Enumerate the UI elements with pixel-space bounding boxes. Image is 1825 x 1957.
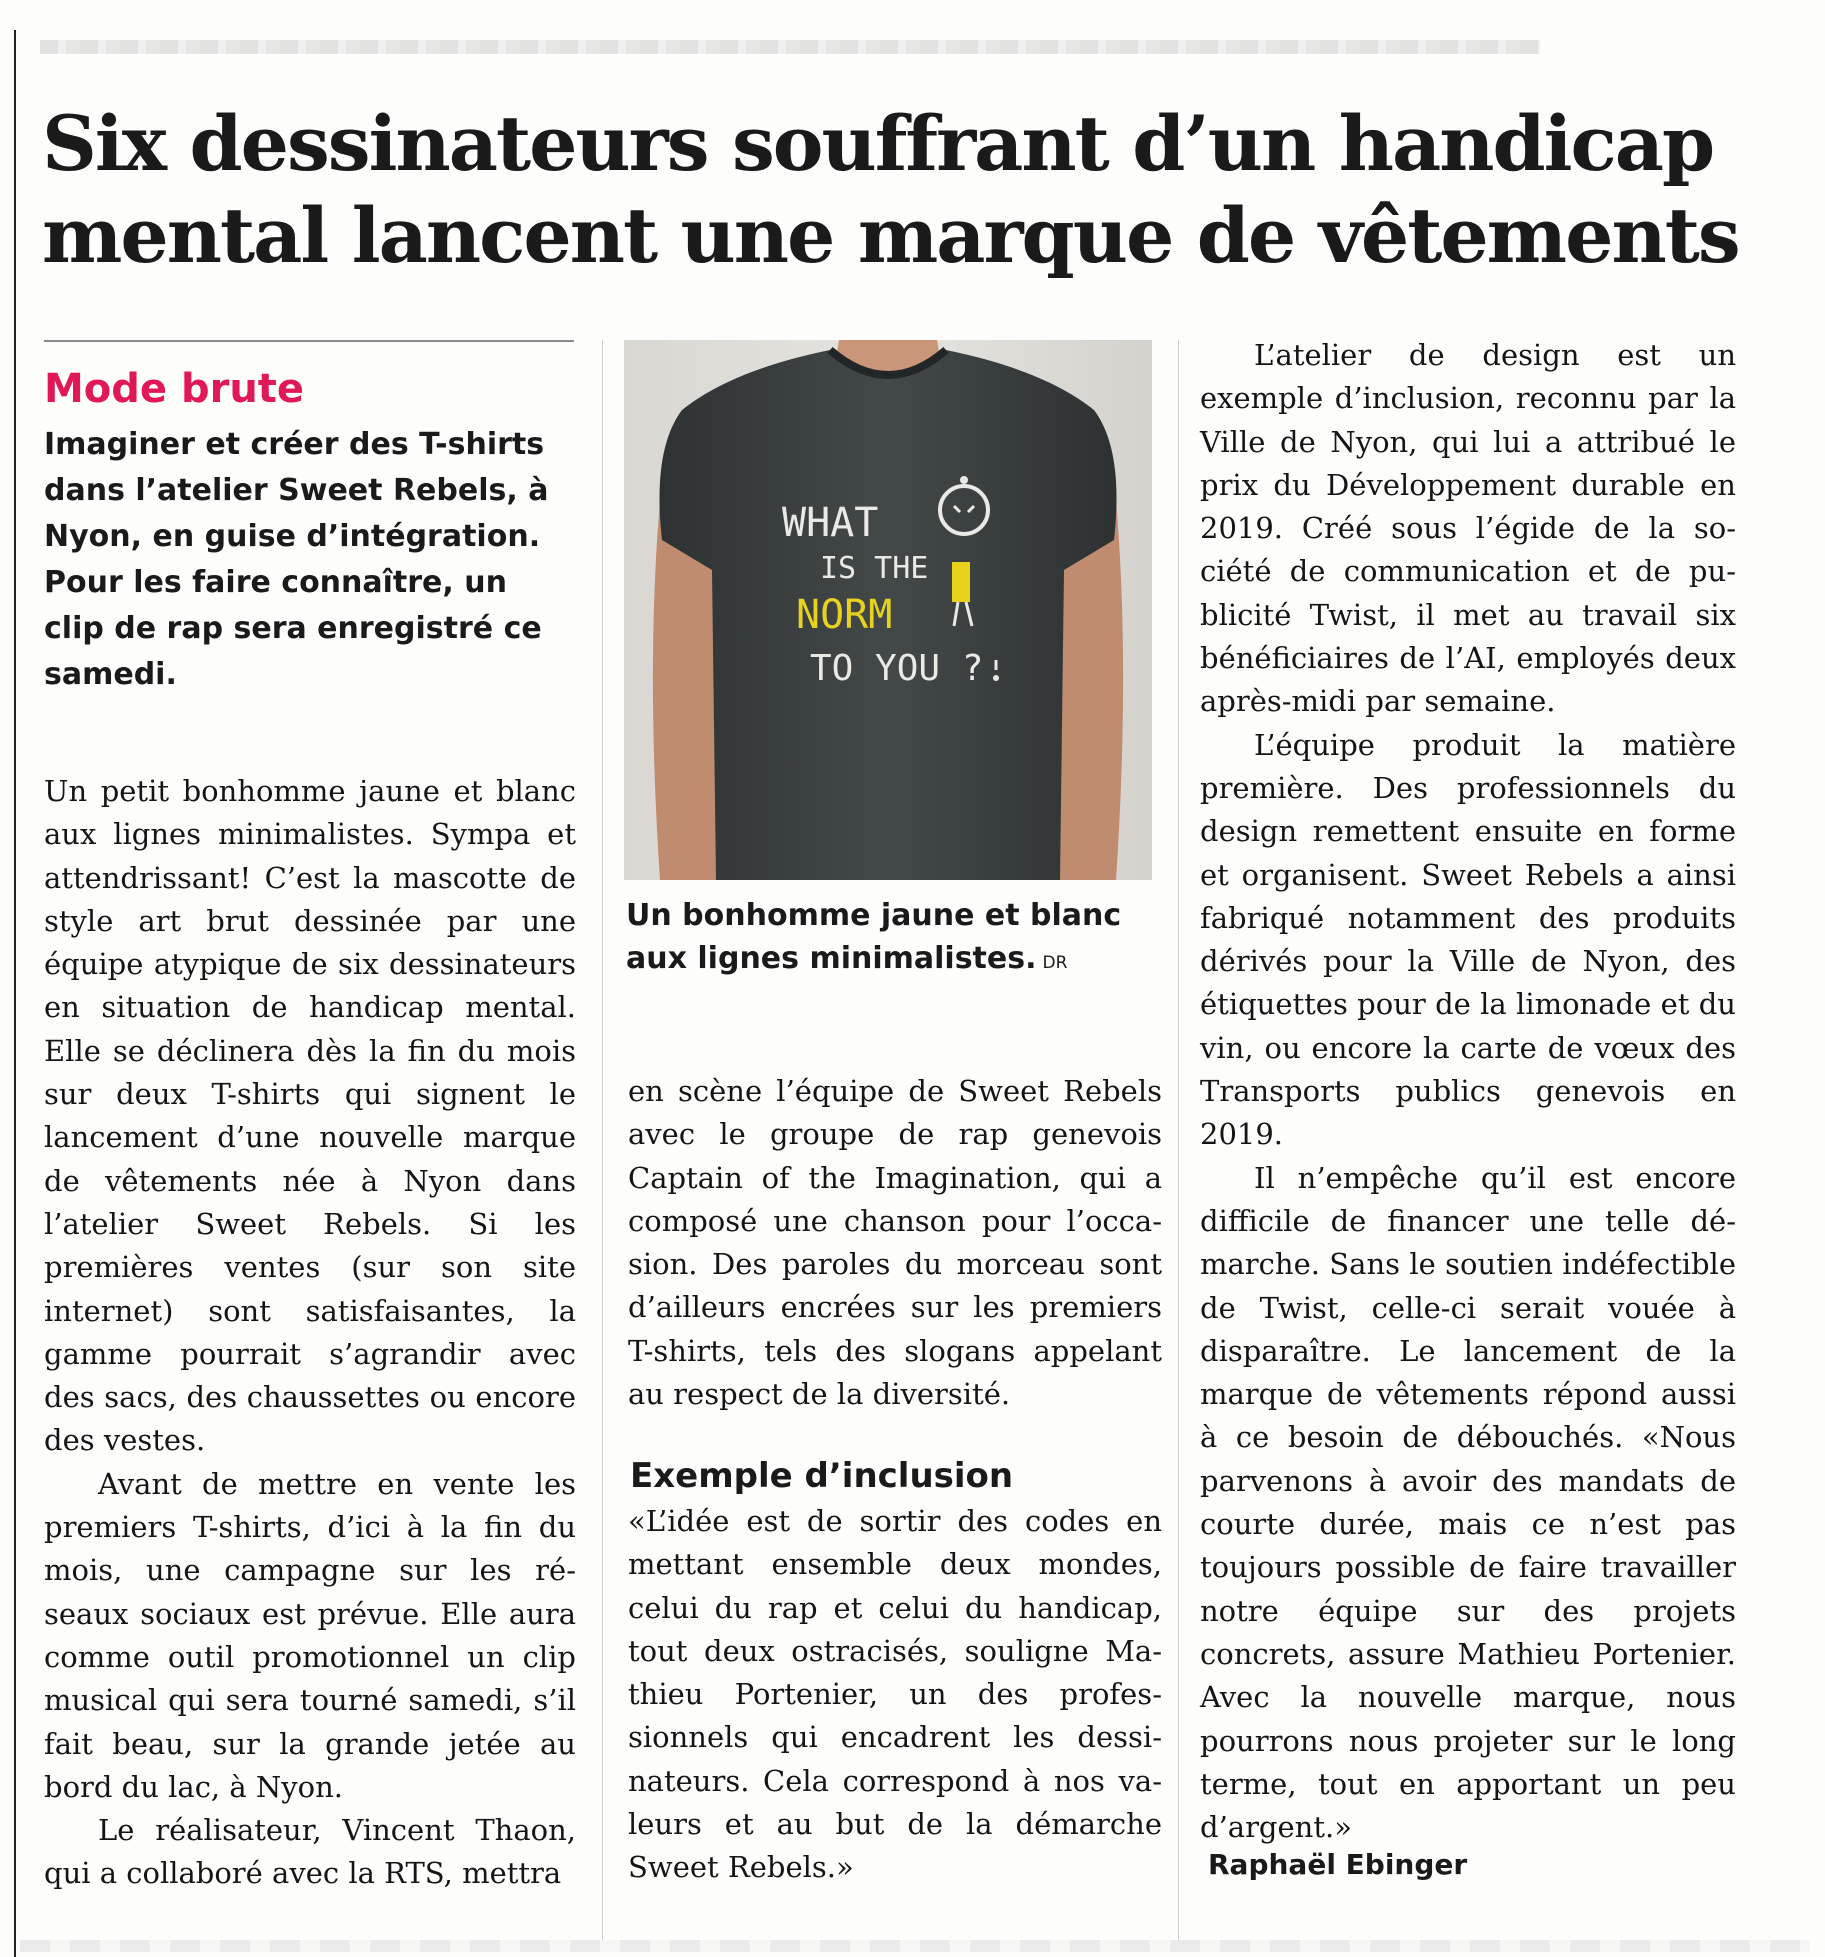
kicker: Mode brute (44, 366, 305, 412)
col2-paragraph-1: en scène l’équipe de Sweet Rebels avec le groupe de rap genevois Captain of the Imagination, qui a composé une chanson pour l’occasion. Des paroles du morceau sont d’ailleurs encrées sur les premiers T-shirts, tels des slogans appelant au respect de la diversité. (628, 1074, 1162, 1412)
tshirt-photo (624, 340, 1152, 880)
column-separator-2 (1178, 340, 1179, 1940)
col3-paragraph-3: Il n’empêche qu’il est encore difficile de financer une telle démarche. Sans le soutien indéfectible de Twist, celle-ci serait vouée à disparaître. Le lancement de la marque de vêtements répond aussi à ce besoin de débouchés. «Nous parvenons à avoir des mandats de courte durée, mais ce n’est pas toujours possible de faire travailler notre équipe sur des projets concrets, assure Mathieu Portenier. Avec la nouvelle marque, nous pourrons nous projeter sur le long terme, tout en apportant un peu d’argent.» (1200, 1160, 1736, 1845)
lead-paragraph: Imaginer et créer des T-shirts dans l’atelier Sweet Rebels, à Nyon, en guise d’intégration. Pour les faire connaître, un clip de rap sera enregistré ce samedi. (44, 427, 549, 692)
column-2-body (628, 1070, 1162, 1416)
kicker-rule (44, 340, 574, 342)
col1-paragraph-2: Avant de mettre en vente les premiers T-shirts, d’ici à la fin du mois, une campagne sur les réseaux sociaux est prévue. Elle aura comme outil promotionnel un clip musical qui sera tourné samedi, s’il fait beau, sur la grande jetée au bord du lac, à Nyon. (44, 1466, 576, 1804)
shirt-text-line-3: NORM (796, 592, 893, 638)
column-1-body (44, 770, 576, 1896)
photo-caption (626, 894, 1146, 985)
caption-text: Un bonhomme jaune et blanc aux lignes minimalistes. (626, 898, 1122, 976)
column-3-body (1200, 334, 1736, 1849)
page-left-border (14, 30, 16, 1957)
tshirt-illustration (624, 340, 1152, 880)
col1-paragraph-3: Le réalisateur, Vincent Thaon, qui a collaboré avec la RTS, mettra (44, 1813, 576, 1891)
byline: Raphaël Ebinger (1208, 1848, 1468, 1881)
subheading: Exemple d’inclusion (630, 1456, 1014, 1496)
headline-line-1: Six dessinateurs souffrant d’un handicap (42, 99, 1714, 188)
headline (42, 98, 1802, 282)
shirt-text-line-4: TO YOU ? (810, 648, 984, 689)
col1-paragraph-1: Un petit bonhomme jaune et blanc aux lignes minimalistes. Sympa et attendrissant! C’est la mascotte de style art brut dessinée par une équipe atypique de six dessinateurs en situation de handicap mental. Elle se déclinera dès la fin du mois sur deux T-shirts qui signent le lancement d’une nouvelle marque de vêtements née à Nyon dans l’atelier Sweet Rebels. Si les premières ventes (sur son site internet) sont satisfaisantes, la gamme pourrait s’agrandir avec des sacs, des chaussettes ou encore des vestes. (44, 774, 576, 1458)
photo-credit: DR (1042, 953, 1068, 973)
scan-top-edge (40, 40, 1540, 54)
col2-paragraph-2: «L’idée est de sortir des codes en mettant ensemble deux mondes, celui du rap et celui du handicap, tout deux ostracisés, souligne Mathieu Portenier, un des professionnels qui encadrent les dessinateurs. Cela correspond à nos valeurs et au but de la démarche Sweet Rebels.» (628, 1504, 1162, 1885)
column-separator-1 (602, 340, 603, 1940)
col3-paragraph-1: L’atelier de design est un exemple d’inclusion, reconnu par la Ville de Nyon, qui lui a attribué le prix du Développement durable en 2019. Créé sous l’égide de la société de communication et de publicité Twist, il met au travail six bénéficiaires de l’AI, employés deux après-midi par semaine. (1200, 338, 1736, 719)
col3-paragraph-2: L’équipe produit la matière première. Des professionnels du design remettent ensuite en forme et organisent. Sweet Rebels a ainsi fabriqué notamment des produits dérivés pour la Ville de Nyon, des étiquettes pour de la limonade et du vin, ou encore la carte de vœux des Transports publics genevois en 2019. (1200, 727, 1736, 1152)
shirt-text-line-1: WHAT (782, 500, 879, 546)
column-2-body-continued (628, 1500, 1162, 1890)
shirt-text-line-2: IS THE (820, 551, 929, 586)
headline-line-2: mental lancent une marque de vêtements (42, 191, 1739, 280)
scan-bottom-edge (20, 1940, 1810, 1952)
